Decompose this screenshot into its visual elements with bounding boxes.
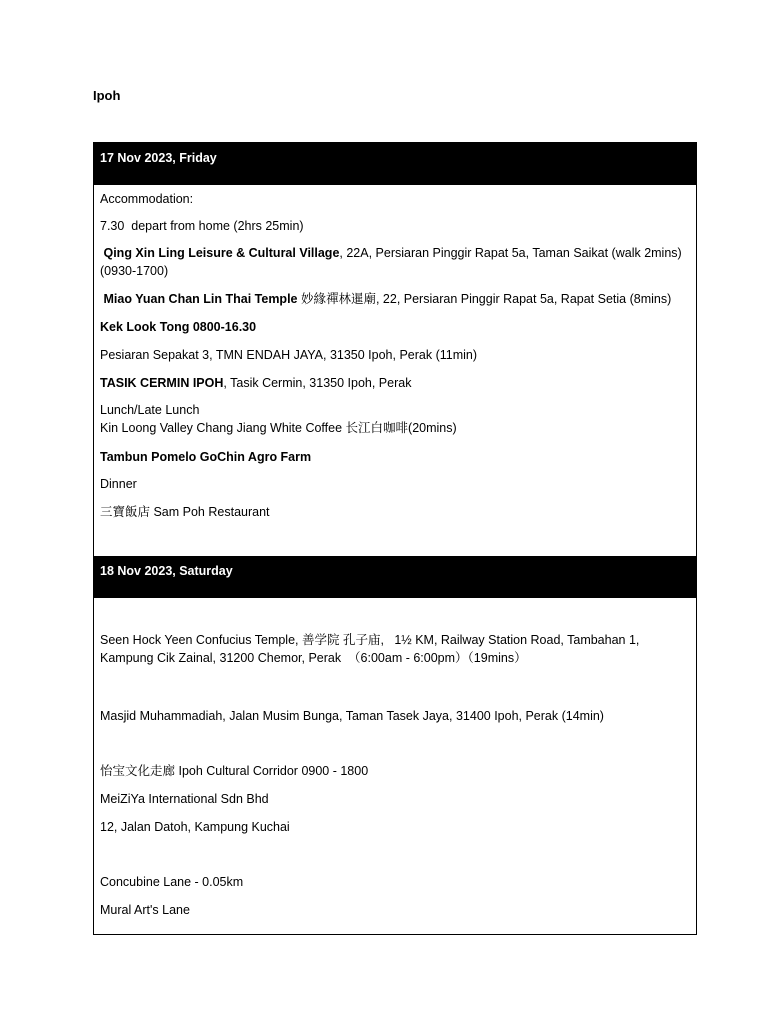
day-header-friday: 17 Nov 2023, Friday [94, 143, 696, 185]
tasik-cermin-name: TASIK CERMIN IPOH [100, 376, 224, 390]
meiziya-name: MeiZiYa International Sdn Bhd [100, 792, 269, 806]
itinerary-table [93, 142, 697, 935]
dinner-place: 三寶飯店 Sam Poh Restaurant [100, 505, 270, 519]
kek-look-tong: Kek Look Tong 0800-16.30 [100, 320, 257, 334]
mural-arts-lane: Mural Art's Lane [100, 903, 190, 917]
qing-xin-ling-details: , 22A, Persiaran Pinggir Rapat 5a, Taman Saikat (walk 2mins) (0930-1700) [100, 246, 686, 278]
seen-hock-yeen-entry: Seen Hock Yeen Confucius Temple, 善学院 孔子庙, 1½ KM, Railway Station Road, Tambahan 1, Kampung Cik Zainal, 31200 Chemor, Perak （6:00am - 6:00pm）（19mins） [100, 633, 643, 665]
masjid-entry: Masjid Muhammadiah, Jalan Musim Bunga, Taman Tasek Jaya, 31400 Ipoh, Perak (14min) [100, 709, 604, 723]
qing-xin-ling-entry [100, 244, 688, 280]
tasik-cermin-entry [100, 374, 688, 392]
tambun-pomelo: Tambun Pomelo GoChin Agro Farm [100, 450, 312, 464]
tasik-cermin-details: , Tasik Cermin, 31350 Ipoh, Perak [223, 376, 412, 390]
meiziya-address: 12, Jalan Datoh, Kampung Kuchai [100, 820, 290, 834]
miao-yuan-details: 妙緣禪林暹廟, 22, Persiaran Pinggir Rapat 5a, Rapat Setia (8mins) [297, 292, 672, 306]
lunch-label: Lunch/Late Lunch [100, 403, 200, 417]
miao-yuan-name: Miao Yuan Chan Lin Thai Temple [100, 292, 298, 306]
qing-xin-ling-name: Qing Xin Ling Leisure & Cultural Village [100, 246, 340, 260]
cultural-corridor: 怡宝文化走廊 Ipoh Cultural Corridor 0900 - 1800 [100, 764, 369, 778]
accommodation-label: Accommodation: [100, 192, 194, 206]
dinner-label: Dinner [100, 477, 137, 491]
day-header-saturday: 18 Nov 2023, Saturday [94, 556, 696, 598]
lunch-place: Kin Loong Valley Chang Jiang White Coffee 长江白咖啡(20mins) [100, 421, 457, 435]
concubine-lane: Concubine Lane - 0.05km [100, 875, 244, 889]
depart-line: 7.30 depart from home (2hrs 25min) [100, 219, 304, 233]
page-title: Ipoh [93, 88, 121, 103]
kek-look-tong-address: Pesiaran Sepakat 3, TMN ENDAH JAYA, 31350 Ipoh, Perak (11min) [100, 348, 478, 362]
miao-yuan-entry [100, 290, 688, 308]
